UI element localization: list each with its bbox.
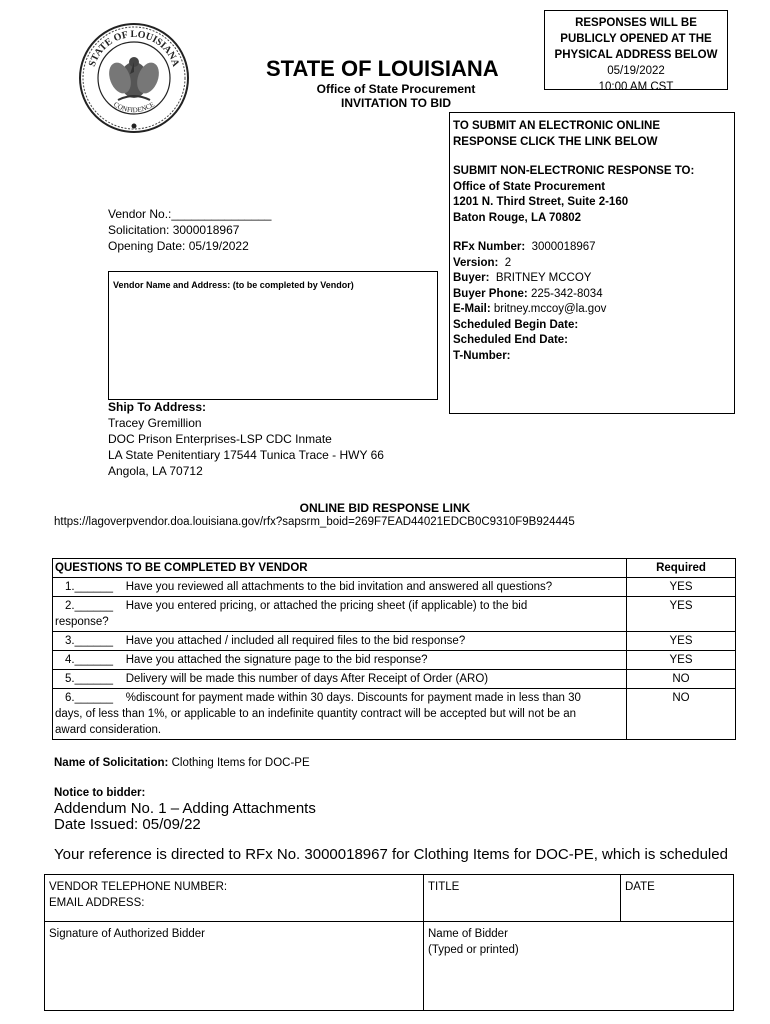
addendum-date: Date Issued: 05/09/22: [54, 816, 201, 833]
begin-date-label: Scheduled Begin Date:: [453, 318, 579, 331]
notice-line-1: RESPONSES WILL BE: [575, 17, 697, 29]
buyer-phone-row: [453, 287, 731, 303]
bidder-name-label: Name of Bidder: [428, 928, 508, 940]
online-bid-link-title: ONLINE BID RESPONSE LINK: [299, 501, 471, 515]
state-seal: [78, 22, 190, 134]
phone-email-cell[interactable]: [45, 875, 424, 922]
vendor-number-field[interactable]: Vendor No.:_______________: [108, 207, 272, 221]
questions-header: QUESTIONS TO BE COMPLETED BY VENDOR: [53, 559, 627, 578]
notice-to-bidder-label: Notice to bidder:: [54, 787, 146, 799]
title-cell[interactable]: [424, 875, 621, 922]
question-text: Delivery will be made this number of days After Receipt of Order (ARO): [125, 673, 489, 685]
question-number[interactable]: 5.______: [65, 673, 113, 685]
solicitation-name-label: Name of Solicitation:: [54, 757, 169, 769]
question-number[interactable]: 2.______: [65, 600, 113, 612]
buyer-phone-label: Buyer Phone:: [453, 287, 528, 300]
vendor-info: [108, 206, 271, 254]
signature-label: Signature of Authorized Bidder: [49, 928, 205, 940]
table-row: [53, 597, 736, 632]
ship-to-line-1: DOC Prison Enterprises-LSP CDC Inmate: [108, 432, 332, 446]
opening-time: 10:00 AM CST: [598, 81, 674, 93]
ship-to-line-3: Angola, LA 70712: [108, 464, 203, 478]
table-row: [45, 922, 734, 1011]
required-value: NO: [627, 689, 736, 740]
question-number[interactable]: 6.______: [65, 692, 113, 704]
table-row: [53, 689, 736, 740]
online-bid-link[interactable]: https://lagoverpvendor.doa.louisiana.gov/rfx?sapsrm_boid=269F7EAD44021EDCB0C9310F9B924445: [54, 516, 575, 528]
nonelectronic-heading: SUBMIT NON-ELECTRONIC RESPONSE TO:: [453, 165, 695, 177]
buyer-row: [453, 271, 731, 287]
table-row: [53, 578, 736, 597]
bidder-name-sublabel: (Typed or printed): [428, 944, 519, 956]
opening-date-line: Opening Date: 05/19/2022: [108, 239, 249, 253]
bidder-name-cell[interactable]: [424, 922, 734, 1011]
page-title: STATE OF LOUISIANA: [266, 56, 499, 81]
version-label: Version:: [453, 256, 499, 269]
submit-city: Baton Rouge, LA 70802: [453, 211, 582, 224]
required-value: YES: [627, 597, 736, 632]
question-text: Have you attached / included all required files to the bid response?: [125, 635, 466, 647]
version-row: [453, 256, 731, 272]
addendum-info: [54, 801, 316, 833]
table-header-row: [53, 559, 736, 578]
required-value: YES: [627, 632, 736, 651]
rfx-number: 3000018967: [531, 241, 596, 253]
seal-top-text: STATE OF LOUISIANA: [86, 29, 182, 69]
t-number-label: T-Number:: [453, 349, 511, 362]
notice-line-3: PHYSICAL ADDRESS BELOW: [554, 49, 718, 61]
submit-street: 1201 N. Third Street, Suite 2-160: [453, 196, 629, 208]
seal-bottom-text: CONFIDENCE: [112, 100, 156, 115]
electronic-line-1: TO SUBMIT AN ELECTRONIC ONLINE: [453, 120, 660, 132]
question-number[interactable]: 4.______: [65, 654, 113, 666]
vendor-questions-table: [52, 558, 736, 740]
vendor-box-label: Vendor Name and Address: (to be completed by Vendor): [113, 280, 354, 290]
notice-line-2: PUBLICLY OPENED AT THE: [560, 33, 712, 45]
question-text: Have you reviewed all attachments to the bid invitation and answered all questions?: [125, 581, 553, 593]
buyer-name: BRITNEY MCCOY: [495, 272, 592, 284]
buyer-label: Buyer:: [453, 272, 490, 284]
table-row: [53, 632, 736, 651]
electronic-line-2: RESPONSE CLICK THE LINK BELOW: [453, 135, 658, 148]
opening-date: 05/19/2022: [607, 65, 665, 77]
reference-text: Your reference is directed to RFx No. 3000018967 for Clothing Items for DOC-PE, which is scheduled: [54, 846, 728, 863]
rfx-number-label: RFx Number:: [453, 241, 526, 253]
question-number[interactable]: 1.______: [65, 581, 113, 593]
date-label: DATE: [625, 881, 655, 893]
required-value: YES: [627, 578, 736, 597]
required-value: NO: [627, 670, 736, 689]
question-text: Have you entered pricing, or attached the pricing sheet (if applicable) to the bid: [125, 600, 528, 612]
required-header: Required: [627, 559, 736, 578]
question-number[interactable]: 3.______: [65, 635, 113, 647]
title-label: TITLE: [428, 881, 460, 893]
public-opening-notice: [544, 10, 728, 93]
solicitation-number: Solicitation: 3000018967: [108, 223, 240, 237]
ship-to-label: Ship To Address:: [108, 400, 207, 414]
submit-office: Office of State Procurement: [453, 180, 606, 193]
solicitation-name-value: Clothing Items for DOC-PE: [171, 757, 310, 769]
svg-text:CONFIDENCE: [112, 100, 156, 114]
question-text-cont: response?: [55, 616, 109, 628]
email-label: E-Mail:: [453, 303, 491, 315]
date-cell[interactable]: [621, 875, 734, 922]
vendor-name-address-box[interactable]: [108, 271, 438, 400]
ship-to-address: [108, 399, 384, 479]
addendum-title: Addendum No. 1 – Adding Attachments: [54, 800, 316, 817]
signature-table: [44, 874, 734, 1011]
required-value: YES: [627, 651, 736, 670]
submission-info-box: [449, 112, 735, 414]
table-row: [53, 651, 736, 670]
table-row: [53, 670, 736, 689]
solicitation-name: [54, 757, 310, 769]
buyer-email[interactable]: britney.mccoy@la.gov: [493, 303, 607, 315]
table-row: [45, 875, 734, 922]
vendor-phone-label: VENDOR TELEPHONE NUMBER:: [49, 881, 228, 893]
end-date-label: Scheduled End Date:: [453, 334, 569, 346]
document-type: INVITATION TO BID: [341, 96, 451, 110]
question-text: Have you attached the signature page to the bid response?: [125, 654, 428, 666]
email-row: [453, 302, 731, 318]
ship-to-name: Tracey Gremillion: [108, 416, 202, 430]
ship-to-line-2: LA State Penitentiary 17544 Tunica Trace - HWY 66: [108, 448, 384, 462]
question-text-cont: days, of less than 1%, or applicable to an indefinite quantity contract will be accepted but will not be an: [55, 708, 577, 720]
signature-cell[interactable]: [45, 922, 424, 1011]
office-name: Office of State Procurement: [316, 82, 476, 96]
question-text-cont: award consideration.: [55, 724, 162, 736]
rfx-number-row: [453, 240, 731, 256]
version-value: 2: [504, 256, 512, 269]
email-address-label: EMAIL ADDRESS:: [49, 897, 145, 909]
buyer-phone: 225-342-8034: [530, 287, 603, 300]
question-text: %discount for payment made within 30 days. Discounts for payment made in less than 30: [125, 692, 581, 704]
